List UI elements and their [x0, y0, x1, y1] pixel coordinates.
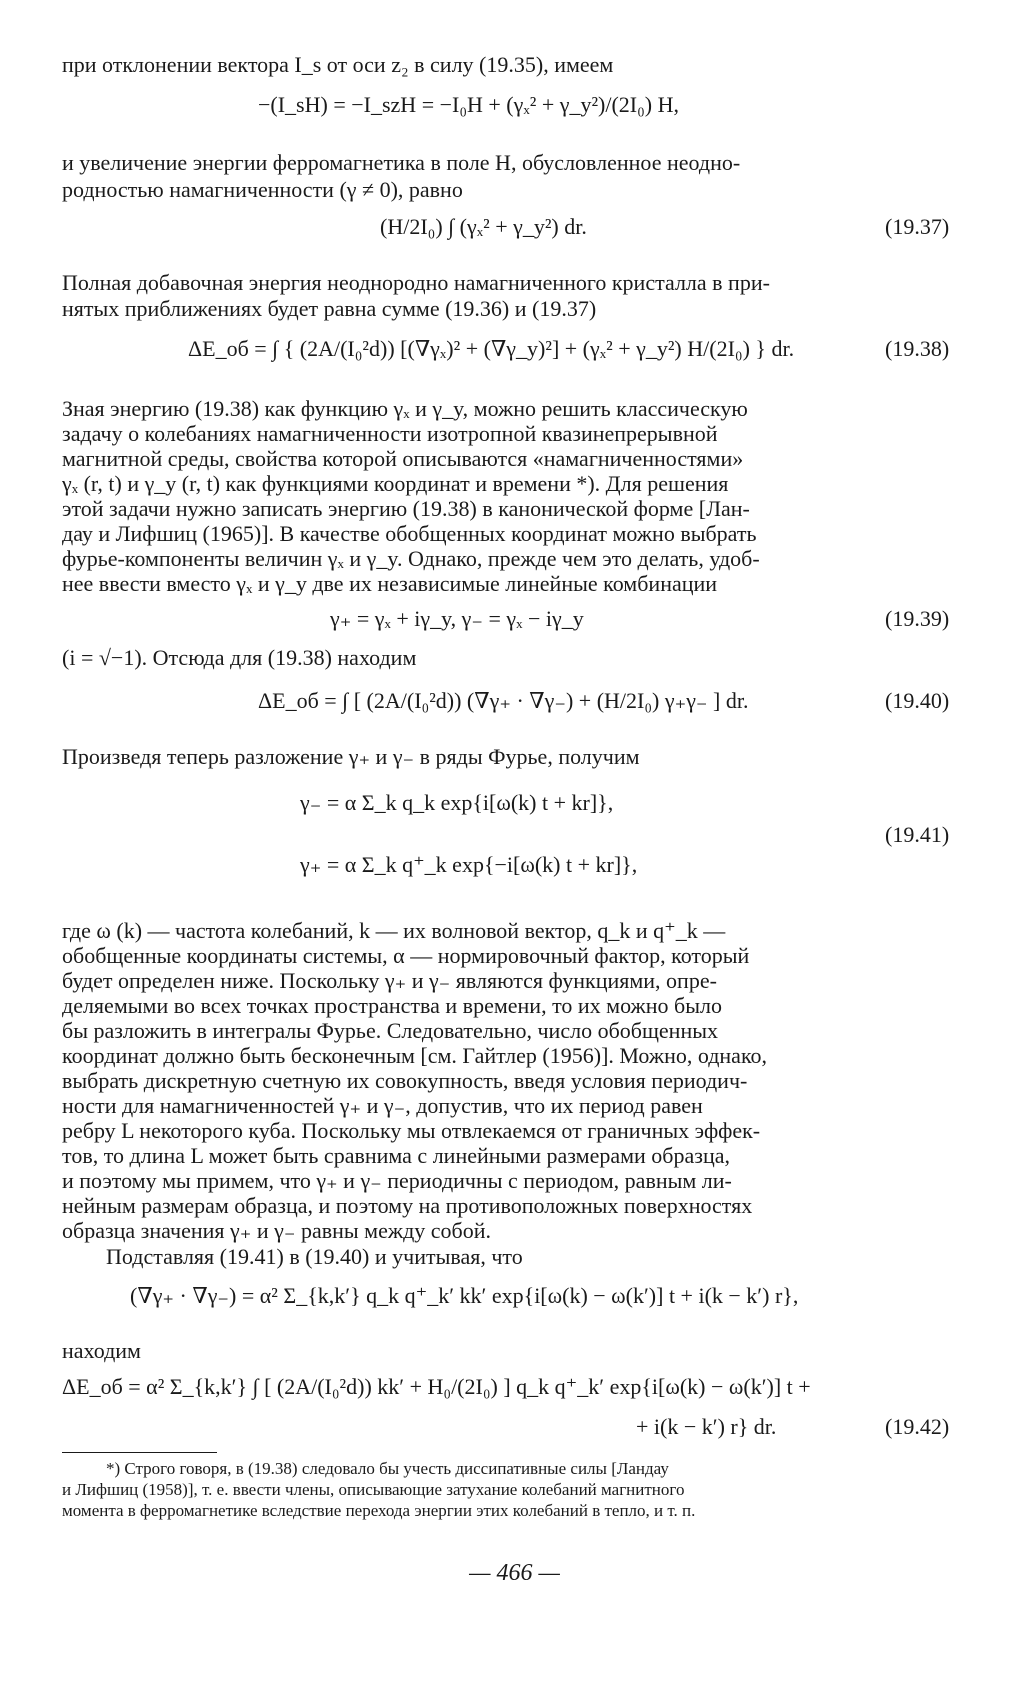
text-line: этой задачи нужно записать энергию (19.38) в канонической форме [Лан- [62, 496, 750, 521]
text-line: γₓ (r, t) и γ_y (r, t) как функциями координат и времени *). Для решения [62, 471, 729, 496]
equation-number: (19.42) [885, 1414, 950, 1439]
text-line: магнитной среды, свойства которой описываются «намагниченностями» [62, 446, 744, 471]
text-line: тов, то длина L может быть сравнима с линейными размерами образца, [62, 1143, 730, 1168]
text-line: обобщенные координаты системы, α — нормировочный фактор, который [62, 943, 750, 968]
equation-19-38: ΔE_об = ∫ { (2A/(I₀²d)) [(∇γₓ)² + (∇γ_y)²] + (γₓ² + γ_y²) H/(2I₀) } dr. [188, 336, 795, 361]
text-line: Полная добавочная энергия неоднородно намагниченного кристалла в при- [62, 270, 770, 295]
text-line: деляемыми во всех точках пространства и времени, то их можно было [62, 993, 722, 1018]
text-line: родностью намагниченности (γ ≠ 0), равно [62, 177, 463, 202]
equation-19-42-first-line: ΔE_об = α² Σ_{k,k′} ∫ [ (2A/(I₀²d)) kk′ + H₀/(2I₀) ] q_k q⁺_k′ exp{i[ω(k) − ω(k′)] t + [62, 1374, 811, 1399]
text-line: Подставляя (19.41) в (19.40) и учитывая, что [106, 1244, 523, 1269]
equation-19-39: γ₊ = γₓ + iγ_y, γ₋ = γₓ − iγ_y [330, 606, 584, 631]
page-number: — 466 — [469, 1560, 560, 1586]
equation-number: (19.40) [885, 688, 950, 713]
equation-19-42-second-line: + i(k − k′) r} dr. [636, 1414, 777, 1439]
text-line: находим [62, 1338, 141, 1363]
text-line: и увеличение энергии ферромагнетика в поле H, обусловленное неодно- [62, 150, 741, 175]
text-line: нее ввести вместо γₓ и γ_y две их независимые линейные комбинации [62, 571, 718, 596]
footnote-line: *) Строго говоря, в (19.38) следовало бы учесть диссипативные силы [Ландау [106, 1459, 669, 1478]
equation-number: (19.37) [885, 214, 950, 239]
equation-19-37: (H/2I₀) ∫ (γₓ² + γ_y²) dr. [380, 214, 587, 239]
text-line: будет определен ниже. Поскольку γ₊ и γ₋ являются функциями, опре- [62, 968, 717, 993]
text-line: координат должно быть бесконечным [см. Гайтлер (1956)]. Можно, однако, [62, 1043, 768, 1068]
text-line: при отклонении вектора I_s от оси z₂ в силу (19.35), имеем [62, 52, 614, 77]
equation-gradient-product: (∇γ₊ · ∇γ₋) = α² Σ_{k,k′} q_k q⁺_k′ kk′ exp{i[ω(k) − ω(k′)] t + i(k − k′) r}, [130, 1283, 799, 1308]
equation-19-40: ΔE_об = ∫ [ (2A/(I₀²d)) (∇γ₊ · ∇γ₋) + (H/2I₀) γ₊γ₋ ] dr. [258, 688, 749, 713]
equation-19-41a: γ₋ = α Σ_k q_k exp{i[ω(k) t + kr]}, [300, 790, 614, 815]
footnote-line: момента в ферромагнетике вследствие перехода энергии этих колебаний в тепло, и т. п. [62, 1501, 696, 1520]
equation-number: (19.38) [885, 336, 950, 361]
equation-number: (19.41) [885, 822, 950, 847]
equation-number: (19.39) [885, 606, 950, 631]
equation-19-41b: γ₊ = α Σ_k q⁺_k exp{−i[ω(k) t + kr]}, [300, 852, 638, 877]
text-line: выбрать дискретную счетную их совокупность, введя условия периодич- [62, 1068, 748, 1093]
text-line: Зная энергию (19.38) как функцию γₓ и γ_y, можно решить классическую [62, 396, 748, 421]
text-line: ребру L некоторого куба. Поскольку мы отвлекаемся от граничных эффек- [62, 1118, 761, 1143]
text-line: нятых приближениях будет равна сумме (19.36) и (19.37) [62, 296, 597, 321]
equation-unnumbered: −(I_sH) = −I_szH = −I₀H + (γₓ² + γ_y²)/(2I₀) H, [258, 92, 680, 117]
text-line: нейным размерам образца, и поэтому на противоположных поверхностях [62, 1193, 753, 1218]
footnote-rule [62, 1452, 217, 1453]
text-line: где ω (k) — частота колебаний, k — их волновой вектор, q_k и q⁺_k — [62, 918, 726, 943]
text-line: фурье-компоненты величин γₓ и γ_y. Однако, прежде чем это делать, удоб- [62, 546, 760, 571]
text-line: бы разложить в интегралы Фурье. Следовательно, число обобщенных [62, 1018, 718, 1043]
text-line: ности для намагниченностей γ₊ и γ₋, допустив, что их период равен [62, 1093, 703, 1118]
text-line: задачу о колебаниях намагниченности изотропной квазинепрерывной [62, 421, 718, 446]
text-line: Произведя теперь разложение γ₊ и γ₋ в ряды Фурье, получим [62, 744, 640, 769]
text-line: дау и Лифшиц (1965)]. В качестве обобщенных координат можно выбрать [62, 521, 757, 546]
text-line: (i = √−1). Отсюда для (19.38) находим [62, 645, 417, 670]
text-line: и поэтому мы примем, что γ₊ и γ₋ периодичны с периодом, равным ли- [62, 1168, 732, 1193]
footnote-line: и Лифшиц (1958)], т. е. ввести члены, описывающие затухание колебаний магнитного [62, 1480, 685, 1499]
text-line: образца значения γ₊ и γ₋ равны между собой. [62, 1218, 491, 1243]
